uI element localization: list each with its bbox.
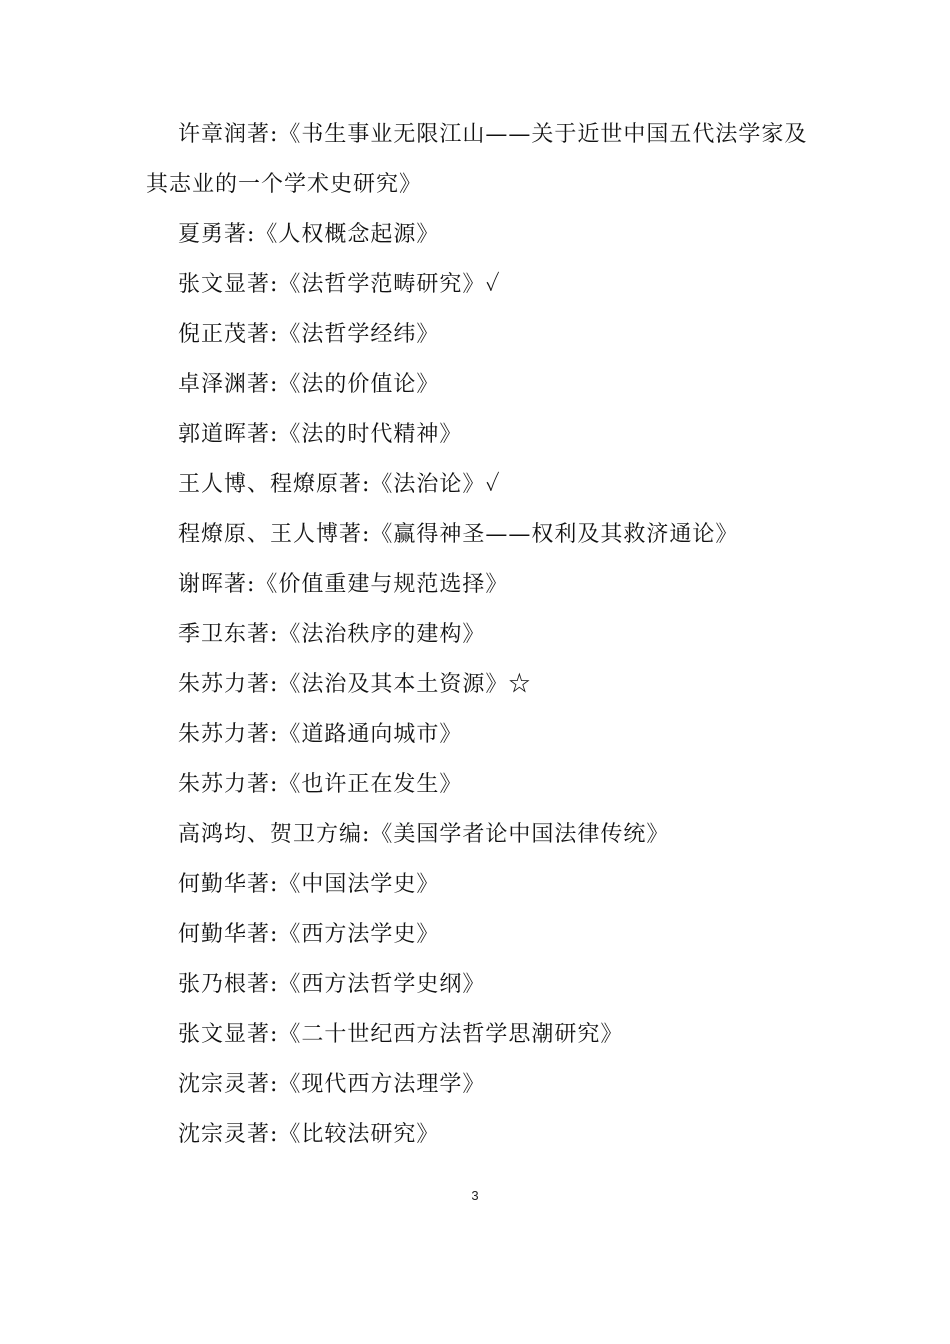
reference-entry: 朱苏力著:《法治及其本土资源》☆ (178, 672, 532, 697)
reference-entry: 季卫东著:《法治秩序的建构》 (178, 622, 486, 647)
reference-entry: 朱苏力著:《也许正在发生》 (178, 772, 463, 797)
reference-entry: 谢晖著:《价值重建与规范选择》 (178, 572, 509, 597)
reference-entry: 程燎原、王人博著:《赢得神圣——权利及其救济通论》 (178, 522, 739, 547)
reference-entry: 张文显著:《法哲学范畴研究》✓ (178, 272, 501, 297)
reference-entry: 许章润著:《书生事业无限江山——关于近世中国五代法学家及其志业的一个学术史研究》 (146, 122, 808, 197)
reference-entry: 郭道晖著:《法的时代精神》 (178, 422, 463, 447)
reference-entry: 沈宗灵著:《比较法研究》 (178, 1122, 440, 1147)
reference-entry: 沈宗灵著:《现代西方法理学》 (178, 1072, 486, 1097)
reference-entry: 张文显著:《二十世纪西方法哲学思潮研究》 (178, 1022, 624, 1047)
reference-entry: 倪正茂著:《法哲学经纬》 (178, 322, 440, 347)
reference-entry: 张乃根著:《西方法哲学史纲》 (178, 972, 486, 997)
reference-entry: 王人博、程燎原著:《法治论》✓ (178, 472, 501, 497)
reference-entry: 何勤华著:《中国法学史》 (178, 872, 440, 897)
reference-entry: 卓泽渊著:《法的价值论》 (178, 372, 440, 397)
page-number: 3 (471, 1188, 479, 1203)
reference-entry: 高鸿均、贺卫方编:《美国学者论中国法律传统》 (178, 822, 670, 847)
reference-entry: 夏勇著:《人权概念起源》 (178, 222, 440, 247)
reference-entry: 朱苏力著:《道路通向城市》 (178, 722, 463, 747)
reference-entry: 何勤华著:《西方法学史》 (178, 922, 440, 947)
reference-list (146, 110, 826, 1160)
